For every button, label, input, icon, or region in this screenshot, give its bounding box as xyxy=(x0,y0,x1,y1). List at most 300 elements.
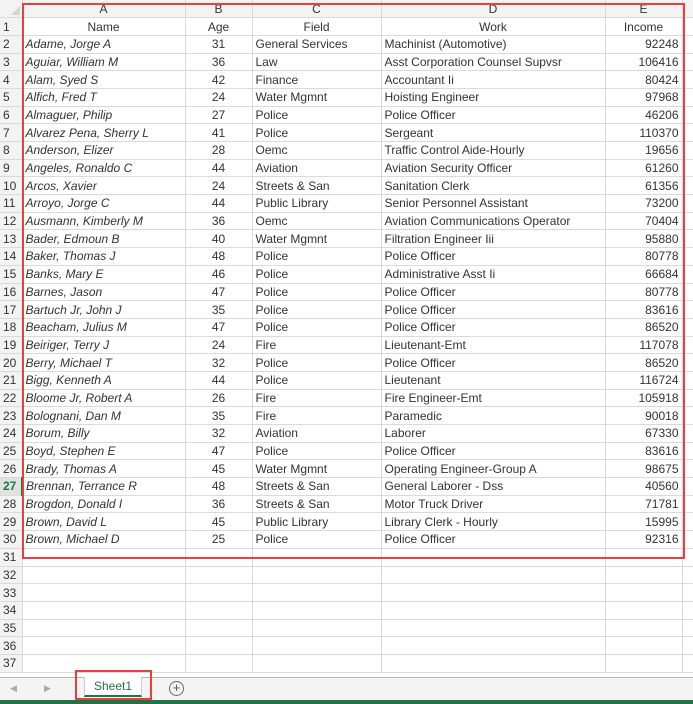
row-header[interactable]: 20 xyxy=(0,354,22,372)
cell-field[interactable]: Public Library xyxy=(252,513,381,531)
cell-header-work[interactable]: Work xyxy=(381,18,605,36)
cell-work[interactable]: Police Officer xyxy=(381,442,605,460)
cell-work[interactable]: Police Officer xyxy=(381,354,605,372)
cell-field[interactable]: Aviation xyxy=(252,425,381,443)
cell-empty[interactable] xyxy=(682,531,693,549)
table-row xyxy=(0,124,693,142)
row-header[interactable]: 21 xyxy=(0,371,22,389)
cell-empty[interactable] xyxy=(185,548,252,566)
row-header[interactable]: 8 xyxy=(0,142,22,160)
cell-empty[interactable] xyxy=(185,601,252,619)
row-header[interactable]: 14 xyxy=(0,248,22,266)
cell-age[interactable]: 42 xyxy=(185,71,252,89)
cell-age[interactable]: 36 xyxy=(185,53,252,71)
cell-name[interactable]: Aguiar, William M xyxy=(22,53,185,71)
table-row xyxy=(0,35,693,53)
cell-income[interactable]: 80424 xyxy=(605,71,682,89)
row-header[interactable]: 7 xyxy=(0,124,22,142)
cell-age[interactable]: 44 xyxy=(185,159,252,177)
cell-age[interactable]: 44 xyxy=(185,195,252,213)
cell-empty[interactable] xyxy=(381,566,605,584)
cell-header-field[interactable]: Field xyxy=(252,18,381,36)
cell-age[interactable]: 41 xyxy=(185,124,252,142)
cell-age[interactable]: 32 xyxy=(185,425,252,443)
cell-name[interactable]: Bigg, Kenneth A xyxy=(22,371,185,389)
cell-work[interactable]: Library Clerk - Hourly xyxy=(381,513,605,531)
cell-age[interactable]: 47 xyxy=(185,442,252,460)
cell-income[interactable]: 61260 xyxy=(605,159,682,177)
row-header[interactable]: 10 xyxy=(0,177,22,195)
cell-age[interactable]: 28 xyxy=(185,142,252,160)
row-header[interactable]: 2 xyxy=(0,35,22,53)
cell-empty[interactable] xyxy=(682,212,693,230)
cell-age[interactable]: 24 xyxy=(185,336,252,354)
cell-name[interactable]: Beacham, Julius M xyxy=(22,318,185,336)
cell-empty[interactable] xyxy=(682,619,693,637)
cell-income[interactable]: 83616 xyxy=(605,301,682,319)
row-header[interactable]: 29 xyxy=(0,513,22,531)
row-header[interactable]: 22 xyxy=(0,389,22,407)
cell-field[interactable]: Fire xyxy=(252,389,381,407)
cell-empty[interactable] xyxy=(381,619,605,637)
cell-empty[interactable] xyxy=(605,584,682,602)
cell-field[interactable]: Police xyxy=(252,248,381,266)
cell-empty[interactable] xyxy=(682,195,693,213)
row-header[interactable]: 33 xyxy=(0,584,22,602)
cell-work[interactable]: Traffic Control Aide-Hourly xyxy=(381,142,605,160)
cell-age[interactable]: 47 xyxy=(185,318,252,336)
cell-age[interactable]: 48 xyxy=(185,478,252,496)
cell-work[interactable]: Laborer xyxy=(381,425,605,443)
cell-empty[interactable] xyxy=(682,159,693,177)
cell-name[interactable]: Alam, Syed S xyxy=(22,71,185,89)
prev-sheet-icon[interactable]: ◀ xyxy=(10,683,17,693)
table-row xyxy=(0,248,693,266)
cell-empty[interactable] xyxy=(252,584,381,602)
cell-work[interactable]: Motor Truck Driver xyxy=(381,495,605,513)
cell-name[interactable]: Brown, David L xyxy=(22,513,185,531)
cell-empty[interactable] xyxy=(682,88,693,106)
cell-age[interactable]: 36 xyxy=(185,212,252,230)
table-row xyxy=(0,460,693,478)
row-header[interactable]: 11 xyxy=(0,195,22,213)
cell-name[interactable]: Bolognani, Dan M xyxy=(22,407,185,425)
cell-name[interactable]: Bloome Jr, Robert A xyxy=(22,389,185,407)
cell-empty[interactable] xyxy=(682,584,693,602)
column-header-a[interactable]: A xyxy=(22,0,185,18)
cell-income[interactable]: 117078 xyxy=(605,336,682,354)
cell-work[interactable]: Senior Personnel Assistant xyxy=(381,195,605,213)
cell-income[interactable]: 80778 xyxy=(605,248,682,266)
cell-empty[interactable] xyxy=(381,584,605,602)
cell-income[interactable]: 61356 xyxy=(605,177,682,195)
row-header[interactable]: 19 xyxy=(0,336,22,354)
cell-age[interactable]: 24 xyxy=(185,88,252,106)
cell-income[interactable]: 116724 xyxy=(605,371,682,389)
table-row xyxy=(0,513,693,531)
cell-empty[interactable] xyxy=(682,35,693,53)
cell-age[interactable]: 35 xyxy=(185,301,252,319)
cell-field[interactable]: Public Library xyxy=(252,195,381,213)
cell-field[interactable]: Police xyxy=(252,442,381,460)
cell-name[interactable]: Almaguer, Philip xyxy=(22,106,185,124)
table-row xyxy=(0,106,693,124)
cell-field[interactable]: Police xyxy=(252,283,381,301)
cell-empty[interactable] xyxy=(381,548,605,566)
cell-name[interactable]: Arroyo, Jorge C xyxy=(22,195,185,213)
cell-empty[interactable] xyxy=(22,637,185,655)
cell-name[interactable]: Brennan, Terrance R xyxy=(22,478,185,496)
table-row xyxy=(0,53,693,71)
row-header[interactable]: 15 xyxy=(0,265,22,283)
cell-empty[interactable] xyxy=(682,177,693,195)
row-header[interactable]: 24 xyxy=(0,425,22,443)
cell-name[interactable]: Boyd, Stephen E xyxy=(22,442,185,460)
table-row xyxy=(0,142,693,160)
cell-field[interactable]: Law xyxy=(252,53,381,71)
cell-field[interactable]: General Services xyxy=(252,35,381,53)
cell-field[interactable]: Finance xyxy=(252,71,381,89)
cell-empty[interactable] xyxy=(682,460,693,478)
cell-age[interactable]: 31 xyxy=(185,35,252,53)
cell-empty[interactable] xyxy=(682,371,693,389)
cell-header-income[interactable]: Income xyxy=(605,18,682,36)
cell-empty[interactable] xyxy=(252,619,381,637)
cell-age[interactable]: 44 xyxy=(185,371,252,389)
row-header[interactable]: 1 xyxy=(0,18,22,36)
row-header[interactable]: 18 xyxy=(0,318,22,336)
row-header[interactable]: 36 xyxy=(0,637,22,655)
cell-empty[interactable] xyxy=(22,619,185,637)
cell-age[interactable]: 27 xyxy=(185,106,252,124)
row-header[interactable]: 32 xyxy=(0,566,22,584)
cell-empty[interactable] xyxy=(682,71,693,89)
table-row xyxy=(0,531,693,549)
cell-empty[interactable] xyxy=(605,548,682,566)
cell-field[interactable]: Streets & San xyxy=(252,177,381,195)
cell-field[interactable]: Police xyxy=(252,265,381,283)
cell-age[interactable]: 46 xyxy=(185,265,252,283)
cell-name[interactable]: Alvarez Pena, Sherry L xyxy=(22,124,185,142)
cell-income[interactable]: 105918 xyxy=(605,389,682,407)
cell-work[interactable]: Police Officer xyxy=(381,283,605,301)
table-row xyxy=(0,265,693,283)
cell-income[interactable]: 95880 xyxy=(605,230,682,248)
row-header[interactable]: 31 xyxy=(0,548,22,566)
row-header[interactable]: 9 xyxy=(0,159,22,177)
cell-income[interactable]: 83616 xyxy=(605,442,682,460)
cell-age[interactable]: 45 xyxy=(185,513,252,531)
column-header-b[interactable]: B xyxy=(185,0,252,18)
cell-income[interactable]: 40560 xyxy=(605,478,682,496)
row-header[interactable]: 27 xyxy=(0,478,22,496)
row-header[interactable]: 16 xyxy=(0,283,22,301)
cell-empty[interactable] xyxy=(605,637,682,655)
cell-empty[interactable] xyxy=(252,548,381,566)
cell-empty[interactable] xyxy=(682,601,693,619)
empty-row xyxy=(0,566,693,584)
cell-empty[interactable] xyxy=(22,566,185,584)
next-sheet-icon[interactable]: ▶ xyxy=(44,683,51,693)
cell-name[interactable]: Beiriger, Terry J xyxy=(22,336,185,354)
cell-age[interactable]: 25 xyxy=(185,531,252,549)
cell-empty[interactable] xyxy=(185,637,252,655)
empty-row xyxy=(0,601,693,619)
cell-empty[interactable] xyxy=(185,584,252,602)
cell-income[interactable]: 67330 xyxy=(605,425,682,443)
cell-empty[interactable] xyxy=(381,654,605,672)
cell-field[interactable]: Police xyxy=(252,354,381,372)
cell-field[interactable]: Police xyxy=(252,106,381,124)
cell-empty[interactable] xyxy=(682,336,693,354)
cell-income[interactable]: 92248 xyxy=(605,35,682,53)
row-header[interactable]: 28 xyxy=(0,495,22,513)
cell-empty[interactable] xyxy=(682,301,693,319)
row-header[interactable]: 12 xyxy=(0,212,22,230)
cell-work[interactable]: Aviation Security Officer xyxy=(381,159,605,177)
cell-work[interactable]: Aviation Communications Operator xyxy=(381,212,605,230)
cell-name[interactable]: Bartuch Jr, John J xyxy=(22,301,185,319)
cell-work[interactable]: Police Officer xyxy=(381,531,605,549)
cell-income[interactable]: 106416 xyxy=(605,53,682,71)
cell-empty[interactable] xyxy=(381,637,605,655)
cell-empty[interactable] xyxy=(22,584,185,602)
cell-name[interactable]: Brady, Thomas A xyxy=(22,460,185,478)
row-header[interactable]: 26 xyxy=(0,460,22,478)
cell-empty[interactable] xyxy=(682,407,693,425)
cell-field[interactable]: Streets & San xyxy=(252,478,381,496)
row-header[interactable]: 25 xyxy=(0,442,22,460)
select-all-corner[interactable] xyxy=(0,0,22,18)
cell-empty[interactable] xyxy=(682,124,693,142)
cell-work[interactable]: Filtration Engineer Iii xyxy=(381,230,605,248)
cell-work[interactable]: Administrative Asst Ii xyxy=(381,265,605,283)
cell-field[interactable]: Oemc xyxy=(252,142,381,160)
cell-income[interactable]: 92316 xyxy=(605,531,682,549)
cell-empty[interactable] xyxy=(252,566,381,584)
row-header[interactable]: 5 xyxy=(0,88,22,106)
cell-empty[interactable] xyxy=(185,619,252,637)
cell-work[interactable]: Police Officer xyxy=(381,318,605,336)
cell-work[interactable]: Sergeant xyxy=(381,124,605,142)
cell-name[interactable]: Brown, Michael D xyxy=(22,531,185,549)
cell-income[interactable]: 66684 xyxy=(605,265,682,283)
cell-work[interactable]: Machinist (Automotive) xyxy=(381,35,605,53)
cell-name[interactable]: Anderson, Elizer xyxy=(22,142,185,160)
cell-empty[interactable] xyxy=(682,265,693,283)
row-header[interactable]: 37 xyxy=(0,654,22,672)
row-header[interactable]: 23 xyxy=(0,407,22,425)
column-header-f[interactable] xyxy=(682,0,693,18)
cell-field[interactable]: Police xyxy=(252,531,381,549)
cell-work[interactable]: Sanitation Clerk xyxy=(381,177,605,195)
cell-empty[interactable] xyxy=(682,478,693,496)
row-header[interactable]: 35 xyxy=(0,619,22,637)
empty-row xyxy=(0,584,693,602)
cell-name[interactable]: Barnes, Jason xyxy=(22,283,185,301)
cell-income[interactable]: 80778 xyxy=(605,283,682,301)
cell-name[interactable]: Ausmann, Kimberly M xyxy=(22,212,185,230)
cell-empty[interactable] xyxy=(682,283,693,301)
cell-field[interactable]: Water Mgmnt xyxy=(252,460,381,478)
cell-empty[interactable] xyxy=(252,654,381,672)
row-header[interactable]: 30 xyxy=(0,531,22,549)
cell-field[interactable]: Police xyxy=(252,371,381,389)
column-header-e[interactable]: E xyxy=(605,0,682,18)
cell-income[interactable]: 70404 xyxy=(605,212,682,230)
cell-work[interactable]: Hoisting Engineer xyxy=(381,88,605,106)
column-header-c[interactable]: C xyxy=(252,0,381,18)
cell-empty[interactable] xyxy=(252,601,381,619)
row-header[interactable]: 34 xyxy=(0,601,22,619)
cell-field[interactable]: Water Mgmnt xyxy=(252,88,381,106)
table-row xyxy=(0,442,693,460)
cell-name[interactable]: Arcos, Xavier xyxy=(22,177,185,195)
table-row xyxy=(0,301,693,319)
cell-field[interactable]: Police xyxy=(252,318,381,336)
cell-age[interactable]: 40 xyxy=(185,230,252,248)
cell-name[interactable]: Baker, Thomas J xyxy=(22,248,185,266)
cell-empty[interactable] xyxy=(185,654,252,672)
cell-empty[interactable] xyxy=(682,566,693,584)
cell-field[interactable]: Oemc xyxy=(252,212,381,230)
cell-work[interactable]: Accountant Ii xyxy=(381,71,605,89)
cell-income[interactable]: 90018 xyxy=(605,407,682,425)
cell-empty[interactable] xyxy=(682,389,693,407)
cell-age[interactable]: 48 xyxy=(185,248,252,266)
status-bar xyxy=(0,700,693,704)
table-row xyxy=(0,425,693,443)
cell-field[interactable]: Streets & San xyxy=(252,495,381,513)
cell-income[interactable]: 15995 xyxy=(605,513,682,531)
table-row xyxy=(0,407,693,425)
cell-field[interactable]: Police xyxy=(252,124,381,142)
cell-work[interactable]: Asst Corporation Counsel Supvsr xyxy=(381,53,605,71)
table-row xyxy=(0,195,693,213)
cell-empty[interactable] xyxy=(22,601,185,619)
cell-name[interactable]: Berry, Michael T xyxy=(22,354,185,372)
cell-work[interactable]: Fire Engineer-Emt xyxy=(381,389,605,407)
cell-name[interactable]: Borum, Billy xyxy=(22,425,185,443)
table-row xyxy=(0,371,693,389)
cell-empty[interactable] xyxy=(682,442,693,460)
add-sheet-icon[interactable]: + xyxy=(169,681,184,696)
cell-empty[interactable] xyxy=(682,53,693,71)
cell-age[interactable]: 24 xyxy=(185,177,252,195)
cell-age[interactable]: 35 xyxy=(185,407,252,425)
cell-empty[interactable] xyxy=(22,654,185,672)
cell-age[interactable]: 36 xyxy=(185,495,252,513)
cell-field[interactable]: Police xyxy=(252,301,381,319)
cell-income[interactable]: 86520 xyxy=(605,318,682,336)
cell-work[interactable]: Operating Engineer-Group A xyxy=(381,460,605,478)
column-header-row xyxy=(0,0,693,18)
row-header[interactable]: 6 xyxy=(0,106,22,124)
row-header[interactable]: 3 xyxy=(0,53,22,71)
cell-empty[interactable] xyxy=(682,654,693,672)
cell-empty[interactable] xyxy=(252,637,381,655)
cell-empty[interactable] xyxy=(381,601,605,619)
cell-work[interactable]: Paramedic xyxy=(381,407,605,425)
cell-name[interactable]: Angeles, Ronaldo C xyxy=(22,159,185,177)
cell-income[interactable]: 71781 xyxy=(605,495,682,513)
cell-income[interactable]: 86520 xyxy=(605,354,682,372)
cell-empty[interactable] xyxy=(682,318,693,336)
cell-field[interactable]: Aviation xyxy=(252,159,381,177)
cell-empty[interactable] xyxy=(682,248,693,266)
cell-empty[interactable] xyxy=(605,601,682,619)
cell-income[interactable]: 46206 xyxy=(605,106,682,124)
empty-row xyxy=(0,654,693,672)
cell-empty[interactable] xyxy=(605,566,682,584)
cell-empty[interactable] xyxy=(682,495,693,513)
cell-work[interactable]: General Laborer - Dss xyxy=(381,478,605,496)
cell-income[interactable]: 97968 xyxy=(605,88,682,106)
cell-empty[interactable] xyxy=(682,230,693,248)
cell-empty[interactable] xyxy=(682,637,693,655)
empty-row xyxy=(0,637,693,655)
cell-age[interactable]: 45 xyxy=(185,460,252,478)
cell-header-name[interactable]: Name xyxy=(22,18,185,36)
cell-empty[interactable] xyxy=(185,566,252,584)
column-header-d[interactable]: D xyxy=(381,0,605,18)
cell-income[interactable]: 73200 xyxy=(605,195,682,213)
table-row xyxy=(0,212,693,230)
row-header[interactable]: 17 xyxy=(0,301,22,319)
cell-income[interactable]: 110370 xyxy=(605,124,682,142)
cell-work[interactable]: Police Officer xyxy=(381,301,605,319)
cell-empty[interactable] xyxy=(682,513,693,531)
cell-field[interactable]: Fire xyxy=(252,407,381,425)
cell-empty[interactable] xyxy=(682,142,693,160)
row-header[interactable]: 4 xyxy=(0,71,22,89)
empty-row xyxy=(0,619,693,637)
cell-field[interactable]: Fire xyxy=(252,336,381,354)
table-row xyxy=(0,230,693,248)
cell-age[interactable]: 32 xyxy=(185,354,252,372)
table-row xyxy=(0,88,693,106)
table-row xyxy=(0,478,693,496)
sheet-tab-sheet1[interactable]: Sheet1 xyxy=(84,677,142,697)
cell-empty[interactable] xyxy=(682,425,693,443)
cell-name[interactable]: Adame, Jorge A xyxy=(22,35,185,53)
cell-income[interactable]: 19656 xyxy=(605,142,682,160)
cell-work[interactable]: Lieutenant xyxy=(381,371,605,389)
table-row xyxy=(0,177,693,195)
cell-name[interactable]: Brogdon, Donald I xyxy=(22,495,185,513)
cell-work[interactable]: Lieutenant-Emt xyxy=(381,336,605,354)
cell-work[interactable]: Police Officer xyxy=(381,106,605,124)
cell-work[interactable]: Police Officer xyxy=(381,248,605,266)
cell-empty[interactable] xyxy=(22,548,185,566)
cell-header-age[interactable]: Age xyxy=(185,18,252,36)
cell-name[interactable]: Banks, Mary E xyxy=(22,265,185,283)
cell-field[interactable]: Water Mgmnt xyxy=(252,230,381,248)
cell-empty[interactable] xyxy=(682,354,693,372)
empty-row xyxy=(0,548,693,566)
cell-income[interactable]: 98675 xyxy=(605,460,682,478)
cell-name[interactable]: Alfich, Fred T xyxy=(22,88,185,106)
cell-empty[interactable] xyxy=(682,18,693,36)
cell-age[interactable]: 47 xyxy=(185,283,252,301)
cell-name[interactable]: Bader, Edmoun B xyxy=(22,230,185,248)
row-header[interactable]: 13 xyxy=(0,230,22,248)
cell-empty[interactable] xyxy=(682,548,693,566)
cell-empty[interactable] xyxy=(682,106,693,124)
cell-empty[interactable] xyxy=(605,619,682,637)
cell-age[interactable]: 26 xyxy=(185,389,252,407)
cell-empty[interactable] xyxy=(605,654,682,672)
